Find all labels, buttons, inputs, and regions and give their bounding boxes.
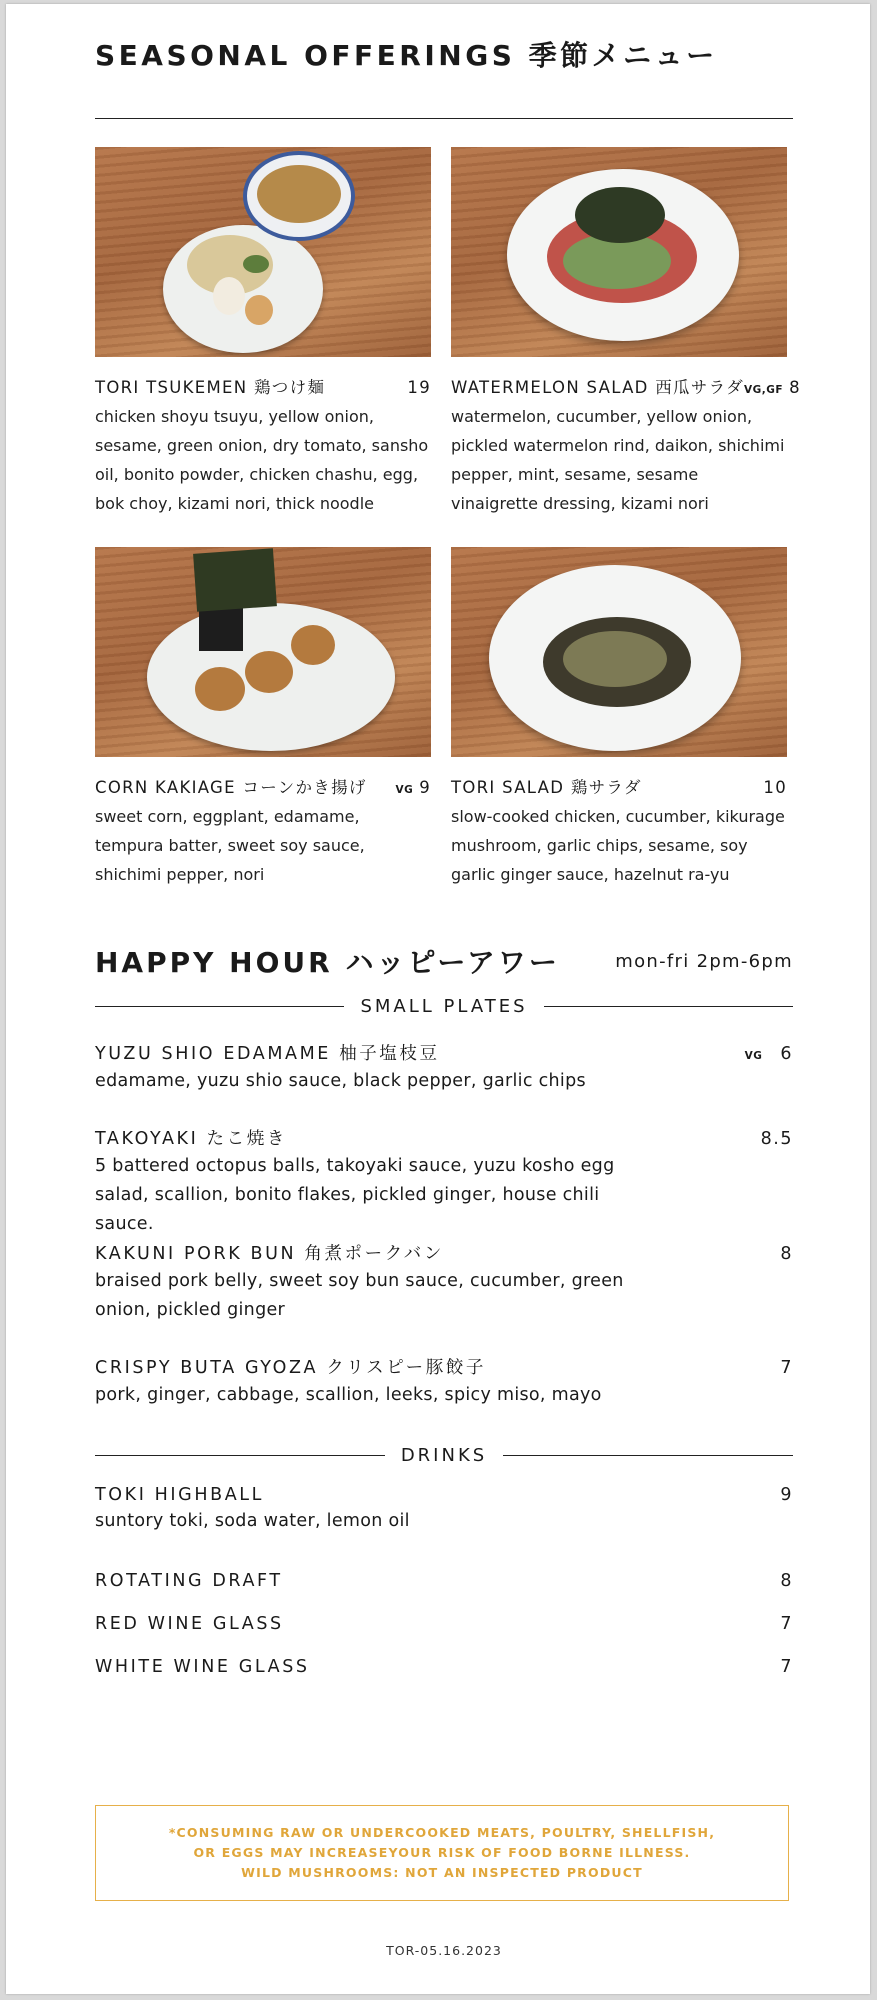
item-name: TAKOYAKI たこ焼き	[95, 1129, 287, 1149]
diet-tag: VG	[744, 1050, 763, 1062]
drink-item	[95, 1657, 793, 1677]
menu-item-description: sweet corn, eggplant, edamame, tempura batter, sweet soy sauce, shichimi pepper, nori	[95, 807, 365, 884]
item-name: TOKI HIGHBALL	[95, 1485, 264, 1505]
drinks-heading	[95, 1445, 793, 1466]
item-price: 8	[780, 1244, 793, 1264]
menu-item-name: TORI TSUKEMEN 鶏つけ麺	[95, 378, 326, 397]
divider	[95, 118, 793, 119]
menu-card-corn-kakiage	[95, 547, 431, 889]
menu-page	[6, 4, 870, 1994]
notice-line: *CONSUMING RAW OR UNDERCOOKED MEATS, POULTRY, SHELLFISH,	[168, 1825, 716, 1840]
small-plate-item	[95, 1354, 793, 1410]
drink-item	[95, 1614, 793, 1634]
watermelon-salad-photo	[451, 147, 787, 357]
menu-item-description: watermelon, cucumber, yellow onion, pickled watermelon rind, daikon, shichimi pepper, mint, sesame, sesame vinaigrette dressing, kizami nori	[451, 407, 785, 513]
item-description: 5 battered octopus balls, takoyaki sauce, yuzu kosho egg salad, scallion, bonito flakes, pickled ginger, house chili sauce.	[95, 1156, 615, 1234]
menu-item-name: TORI SALAD 鶏サラダ	[451, 778, 642, 797]
menu-card-tori-salad	[451, 547, 787, 889]
menu-item-description: chicken shoyu tsuyu, yellow onion, sesame, green onion, dry tomato, sansho oil, bonito powder, chicken chashu, egg, bok choy, kizami nori, thick noodle	[95, 407, 429, 513]
menu-item-price: 9	[419, 778, 431, 797]
small-plate-item	[95, 1040, 793, 1096]
item-price: 7	[780, 1358, 793, 1378]
item-price: 7	[780, 1657, 793, 1677]
menu-version-code: TOR-05.16.2023	[386, 1943, 502, 1958]
section-label: DRINKS	[400, 1445, 488, 1466]
tori-salad-photo	[451, 547, 787, 757]
item-description: braised pork belly, sweet soy bun sauce, cucumber, green onion, pickled ginger	[95, 1271, 624, 1320]
menu-card-watermelon-salad	[451, 147, 801, 518]
menu-item-header	[95, 374, 431, 398]
corn-kakiage-photo	[95, 547, 431, 757]
menu-card-tori-tsukemen	[95, 147, 431, 518]
menu-item-name: CORN KAKIAGE コーンかき揚げ	[95, 778, 367, 797]
happy-hour-title: HAPPY HOUR ハッピーアワー	[95, 946, 560, 979]
item-name: ROTATING DRAFT	[95, 1571, 283, 1591]
item-name: RED WINE GLASS	[95, 1614, 284, 1634]
diet-tag: VG	[395, 784, 414, 796]
item-price: 8.5	[760, 1129, 793, 1149]
diet-tag: VG,GF	[744, 384, 784, 396]
item-name: KAKUNI PORK BUN 角煮ポークバン	[95, 1244, 445, 1264]
tori-tsukemen-photo	[95, 147, 431, 357]
small-plate-item	[95, 1125, 793, 1239]
menu-item-header	[95, 774, 431, 798]
item-description: edamame, yuzu shio sauce, black pepper, garlic chips	[95, 1071, 586, 1091]
drink-item	[95, 1571, 793, 1591]
item-name: CRISPY BUTA GYOZA クリスピー豚餃子	[95, 1358, 487, 1378]
item-price: 7	[780, 1614, 793, 1634]
item-name: WHITE WINE GLASS	[95, 1657, 310, 1677]
item-price: 8	[780, 1571, 793, 1591]
seasonal-title: SEASONAL OFFERINGS 季節メニュー	[95, 39, 718, 72]
menu-item-price: 8	[789, 378, 801, 397]
item-description: suntory toki, soda water, lemon oil	[95, 1511, 410, 1531]
menu-item-price: 10	[763, 778, 787, 797]
item-name: YUZU SHIO EDAMAME 柚子塩枝豆	[95, 1044, 440, 1064]
small-plate-item	[95, 1240, 793, 1325]
item-price: 9	[780, 1485, 793, 1505]
happy-hour-hours: mon-fri 2pm-6pm	[615, 951, 793, 972]
menu-item-header	[451, 774, 787, 798]
menu-item-price: 19	[407, 378, 431, 397]
drink-item	[95, 1485, 793, 1536]
small-plates-heading	[95, 996, 793, 1017]
item-description: pork, ginger, cabbage, scallion, leeks, spicy miso, mayo	[95, 1385, 602, 1405]
menu-item-header	[451, 374, 801, 398]
food-safety-notice	[95, 1805, 789, 1901]
menu-item-name: WATERMELON SALAD 西瓜サラダ	[451, 378, 745, 397]
notice-line: WILD MUSHROOMS: NOT AN INSPECTED PRODUCT	[241, 1865, 643, 1880]
section-label: SMALL PLATES	[360, 996, 528, 1017]
notice-line: OR EGGS MAY INCREASEYOUR RISK OF FOOD BORNE ILLNESS.	[193, 1845, 691, 1860]
item-price: 6	[780, 1044, 793, 1064]
menu-item-description: slow-cooked chicken, cucumber, kikurage mushroom, garlic chips, sesame, soy garlic ginger sauce, hazelnut ra-yu	[451, 807, 785, 884]
